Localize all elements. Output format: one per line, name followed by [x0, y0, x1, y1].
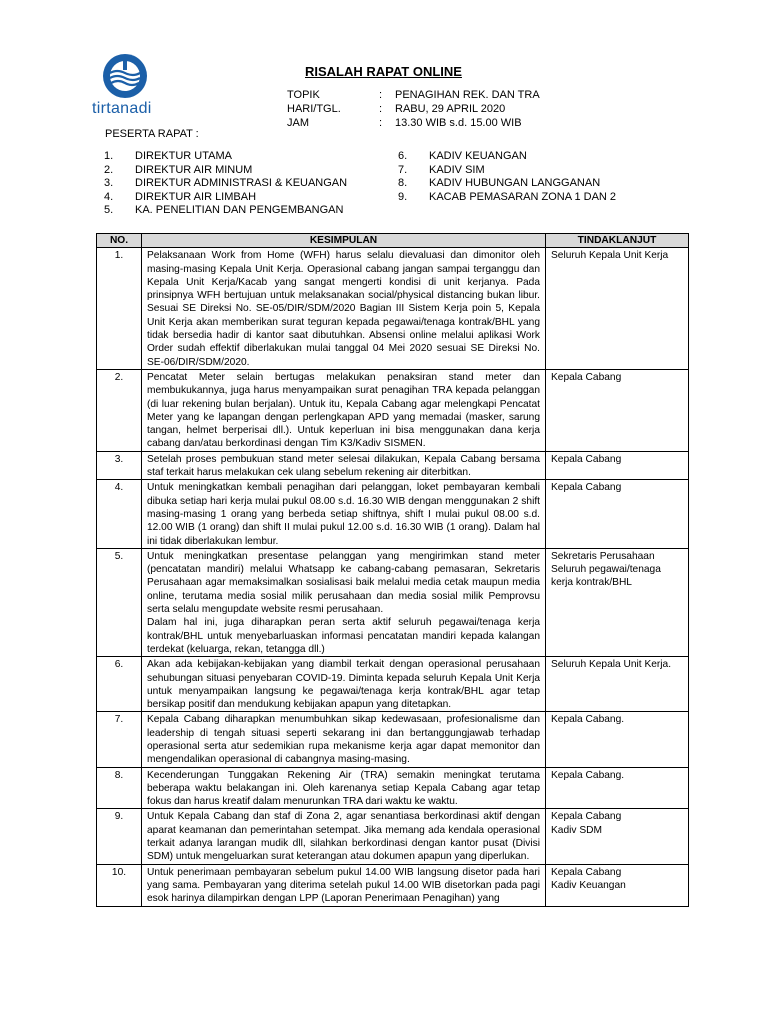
row-kesimpulan: Untuk meningkatkan kembali penagihan dari pelanggan, loket pembayaran kembali dibuka setiap hari kerja mulai pukul 08.00 s.d. 16.30 WIB dengan menggunakan 2 shift masing-masing 1 orang yang berbeda setiap shiftnya, shift I mulai pukul 08.00 s.d. 12.00 WIB (1 orang) dan shift II mulai pukul 12.00 s.d. 16.30 WIB (1 orang). Dalam hal ini tidak diberlakukan lembur.: [142, 480, 546, 548]
kesimpulan-paragraph: Dalam hal ini, juga diharapkan peran serta aktif seluruh pegawai/tenaga kerja kontrak/BHL untuk menyebarluaskan informasi pencatatan mandiri kepada kalangan terdekat (keluarga, rekan, tetangga dll.): [147, 617, 540, 655]
meeting-meta: [287, 88, 540, 130]
participant-item: [398, 164, 616, 178]
row-kesimpulan: Kepala Cabang diharapkan menumbuhkan sikap kedewasaan, profesionalisme dan leadership di tengah situasi seperti sekarang ini dan bertanggungjawab terhadap operasional serta atur sedemikian rupa mekanisme kerja agar dapat memonitor dan mengendalikan operasional di cabangnya masing-masing.: [142, 712, 546, 767]
tindaklanjut-line: Kadiv SDM: [551, 824, 602, 836]
row-tindaklanjut: [546, 548, 689, 656]
meta-row-jam: [287, 116, 540, 130]
tindaklanjut-line: Kepala Cabang: [551, 866, 622, 878]
column-header-tindaklanjut: TINDAKLANJUT: [546, 234, 689, 248]
row-kesimpulan: Pelaksanaan Work from Home (WFH) harus selalu dievaluasi dan dimonitor oleh masing-masing Kepala Unit Kerja. Operasional cabang jangan sampai terganggu dan Kepala Unit Kerja/Kacab yang sangat mengerti kondisi di unit kerjanya. Pada prinsipnya WFH bertujuan untuk melaksanakan social/physical distancing bukan libur. Sesuai SE Direksi No. SE-05/DIR/SDM/2020 Bagian III Sistem Kerja poin 5, Kepala Unit Kerja akan memberikan surat teguran kepada pegawai/tenaga kontrak/BHL yang tidak bersedia hadir di kantor saat dibutuhkan. Absensi online melalui aplikasi Work Order sudah effektif diberlakukan mulai tanggal 04 Mei 2020 sesuai SE Direksi No. SE-06/DIR/SDM/2020.: [142, 248, 546, 370]
participant-name: KADIV KEUANGAN: [429, 150, 527, 162]
participant-item: [104, 191, 347, 205]
participant-name: DIREKTUR AIR MINUM: [135, 163, 253, 176]
row-number: 6.: [97, 657, 142, 712]
table-row: [97, 712, 689, 767]
row-tindaklanjut: Kepala Cabang.: [546, 767, 689, 809]
row-kesimpulan: [142, 864, 546, 906]
row-number: 3.: [97, 451, 142, 480]
table-row: [97, 451, 689, 480]
row-tindaklanjut: Kepala Cabang.: [546, 712, 689, 767]
participants-label: PESERTA RAPAT :: [105, 128, 199, 140]
column-header-kesimpulan: KESIMPULAN: [142, 234, 546, 248]
participant-item: [398, 191, 616, 205]
participant-item: [398, 177, 616, 191]
row-number: 7.: [97, 712, 142, 767]
participant-number: 1.: [104, 150, 114, 162]
participant-name: DIREKTUR UTAMA: [135, 150, 232, 162]
conclusions-table: [96, 233, 689, 907]
meta-value: RABU, 29 APRIL 2020: [395, 103, 506, 115]
participant-number: 6.: [398, 150, 408, 162]
kesimpulan-paragraph: Untuk meningkatkan presentase pelanggan yang mengirimkan stand meter (pencatatan mandiri) melalui Whatsapp ke cabang-cabang pemasaran, Sekretaris Perusahaan agar memaksimalkan sosialisasi baik melalui media cetak maupun media online, terutama media sosial milik perusahaan dan media sosial milik Pemprovsu serta selalu mengupdate website resmi perusahaan.: [147, 550, 540, 616]
row-number: 1.: [97, 248, 142, 370]
row-tindaklanjut: Kepala Cabang: [546, 369, 689, 451]
row-number: 10.: [97, 864, 142, 906]
meta-separator: :: [379, 103, 383, 115]
row-kesimpulan: Akan ada kebijakan-kebijakan yang diambil terkait dengan operasional perusahaan sehubungan situasi penyebaran COVID-19. Diminta kepada seluruh Kepala Unit Kerja untuk menyampaikan langsung ke pegawai/tenaga kerja kontrak/BHL agar tetap bersikap positif dan mendukung kebijakan apapun yang ditetapkan.: [142, 657, 546, 712]
participant-item: [398, 150, 616, 164]
table-row: [97, 369, 689, 451]
row-number: 4.: [97, 480, 142, 548]
meta-separator: :: [379, 89, 383, 101]
row-kesimpulan: Kecenderungan Tunggakan Rekening Air (TRA) semakin meningkat terutama beberapa waktu belakangan ini. Oleh karenanya setiap Kepala Cabang agar tetap fokus dan harus kreatif dalam menurunkan TRA dari waktu ke waktu.: [142, 767, 546, 809]
tindaklanjut-line: Sekretaris Perusahaan: [551, 550, 655, 562]
participant-name: DIREKTUR ADMINISTRASI & KEUANGAN: [135, 177, 348, 190]
participant-name: KACAB PEMASARAN ZONA 1 DAN 2: [429, 190, 617, 203]
participant-number: 7.: [398, 163, 408, 176]
tindaklanjut-line: Kepala Cabang: [551, 811, 622, 823]
participant-item: [104, 204, 347, 218]
participant-number: 9.: [398, 190, 408, 203]
row-tindaklanjut: Kepala Cabang: [546, 451, 689, 480]
meta-row-topik: [287, 88, 540, 102]
table-row: [97, 809, 689, 864]
row-number: 9.: [97, 809, 142, 864]
participant-number: 2.: [104, 163, 114, 176]
page-title: RISALAH RAPAT ONLINE: [305, 64, 462, 79]
row-number: 8.: [97, 767, 142, 809]
table-row: [97, 767, 689, 809]
meta-separator: :: [379, 117, 383, 129]
table-row: [97, 480, 689, 548]
meta-row-hari: [287, 102, 540, 116]
logo-wordmark: tirtanadi: [92, 100, 152, 117]
meta-value: 13.30 WIB s.d. 15.00 WIB: [395, 117, 522, 129]
row-kesimpulan: [142, 548, 546, 656]
row-tindaklanjut: Seluruh Kepala Unit Kerja.: [546, 657, 689, 712]
row-kesimpulan: Pencatat Meter selain bertugas melakukan penaksiran stand meter dan membukukannya, juga harus menyampaikan surat penagihan TRA kepada pelanggan (di luar rekening bulan berjalan). Untuk itu, Kepala Cabang agar melengkapi Pencatat Meter yang ke lapangan dengan perlengkapan APD yang memadai (masker, sarung tangan, helmet berperisai dll.). Untuk keperluan ini bisa menggunakan dana kerja cabang dan/atau berkordinasi dengan Tim K3/Kadiv SISMEN.: [142, 369, 546, 451]
table-row: [97, 248, 689, 370]
participant-item: [104, 164, 347, 178]
row-tindaklanjut: [546, 809, 689, 864]
participant-name: DIREKTUR AIR LIMBAH: [135, 190, 257, 203]
tindaklanjut-line: Seluruh pegawai/tenaga kerja kontrak/BHL: [551, 564, 661, 589]
row-tindaklanjut: Seluruh Kepala Unit Kerja: [546, 248, 689, 370]
participant-item: [104, 150, 347, 164]
meta-key: JAM: [287, 117, 309, 129]
tindaklanjut-line: Kadiv Keuangan: [551, 879, 626, 891]
participant-number: 8.: [398, 177, 408, 190]
participant-number: 4.: [104, 190, 114, 203]
kesimpulan-paragraph: Untuk penerimaan pembayaran sebelum pukul 14.00 WIB langsung disetor pada hari yang sama. Pembayaran yang diterima setelah pukul 14.00 WIB disetorkan pada pagi esok harinya dilampirkan dengan LPP (Laporan Penerimaan Penagihan) yang: [147, 866, 540, 905]
participants-list-left: [104, 150, 347, 218]
participant-name: KADIV SIM: [429, 163, 485, 176]
participant-number: 3.: [104, 177, 114, 190]
meta-value: PENAGIHAN REK. DAN TRA: [395, 89, 540, 101]
meta-key: TOPIK: [287, 89, 320, 101]
table-row: [97, 548, 689, 656]
table-row: [97, 657, 689, 712]
row-tindaklanjut: Kepala Cabang: [546, 480, 689, 548]
table-row: [97, 864, 689, 906]
participant-name: KA. PENELITIAN DAN PENGEMBANGAN: [135, 204, 344, 217]
row-number: 5.: [97, 548, 142, 656]
table-header-row: [97, 234, 689, 248]
participants-list-right: [398, 150, 616, 204]
row-kesimpulan: Setelah proses pembukuan stand meter selesai dilakukan, Kepala Cabang bersama staf terkait harus melakukan cek ulang sebelum rekening air diterbitkan.: [142, 451, 546, 480]
row-number: 2.: [97, 369, 142, 451]
row-kesimpulan: Untuk Kepala Cabang dan staf di Zona 2, agar senantiasa berkordinasi aktif dengan aparat keamanan dan pemerintahan setempat. Jika memang ada kendala operasional terkait adanya larangan mudik dll, silahkan berkordinasi dengan kantor pusat (Divisi SDM) untuk mengeluarkan surat keterangan atau dokumen apapun yang diperlukan.: [142, 809, 546, 864]
tirtanadi-logo-icon: [90, 52, 160, 100]
participant-name: KADIV HUBUNGAN LANGGANAN: [429, 177, 601, 190]
column-header-no: NO.: [97, 234, 142, 248]
row-tindaklanjut: [546, 864, 689, 906]
participant-number: 5.: [104, 204, 114, 217]
meta-key: HARI/TGL.: [287, 103, 341, 115]
participant-item: [104, 177, 347, 191]
